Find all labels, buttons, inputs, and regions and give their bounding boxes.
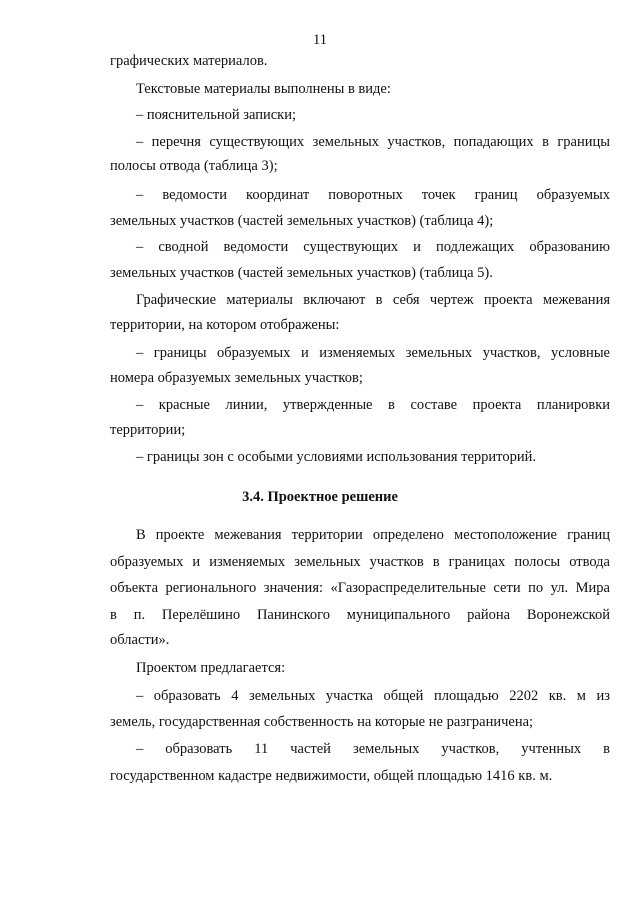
section-heading: 3.4. Проектное решение	[242, 489, 398, 505]
text-line: графических материалов.	[110, 53, 268, 69]
text-line: образуемых и изменяемых земельных участков в границах полосы отвода	[110, 554, 610, 570]
paragraph-line: В проекте межевания территории определено местоположение границ	[136, 527, 610, 543]
list-item-line: – сводной ведомости существующих и подлежащих образованию	[136, 239, 610, 255]
text-line: в п. Перелёшино Панинского муниципального района Воронежской	[110, 607, 610, 623]
list-item-line: – красные линии, утвержденные в составе проекта планировки	[136, 397, 610, 413]
text-line: объекта регионального значения: «Газораспределительные сети по ул. Мира	[110, 580, 610, 596]
text-line: номера образуемых земельных участков;	[110, 370, 363, 386]
list-item-line: – перечня существующих земельных участков, попадающих в границы	[136, 134, 610, 150]
text-line: полосы отвода (таблица 3);	[110, 158, 278, 174]
text-line: Текстовые материалы выполнены в виде:	[136, 81, 391, 97]
text-line: территории, на котором отображены:	[110, 317, 340, 333]
text-line: области».	[110, 632, 170, 648]
text-line: земельных участков (частей земельных участков) (таблица 4);	[110, 213, 494, 229]
list-item-line: – ведомости координат поворотных точек границ образуемых	[136, 187, 610, 203]
paragraph-line: Проектом предлагается:	[136, 660, 286, 676]
text-line: территории;	[110, 422, 186, 438]
text-line: земельных участков (частей земельных участков) (таблица 5).	[110, 265, 493, 281]
list-item-line: – пояснительной записки;	[136, 107, 297, 123]
list-item-line: – образовать 11 частей земельных участков, учтенных в	[136, 741, 610, 757]
page-number: 11	[313, 32, 327, 48]
list-item-line: – границы зон с особыми условиями использования территорий.	[136, 449, 536, 465]
list-item-line: – образовать 4 земельных участка общей площадью 2202 кв. м из	[136, 688, 610, 704]
text-line: государственном кадастре недвижимости, общей площадью 1416 кв. м.	[110, 768, 553, 784]
list-item-line: – границы образуемых и изменяемых земельных участков, условные	[136, 345, 610, 361]
paragraph-line: Графические материалы включают в себя чертеж проекта межевания	[136, 292, 610, 308]
text-line: земель, государственная собственность на которые не разграничена;	[110, 714, 534, 730]
